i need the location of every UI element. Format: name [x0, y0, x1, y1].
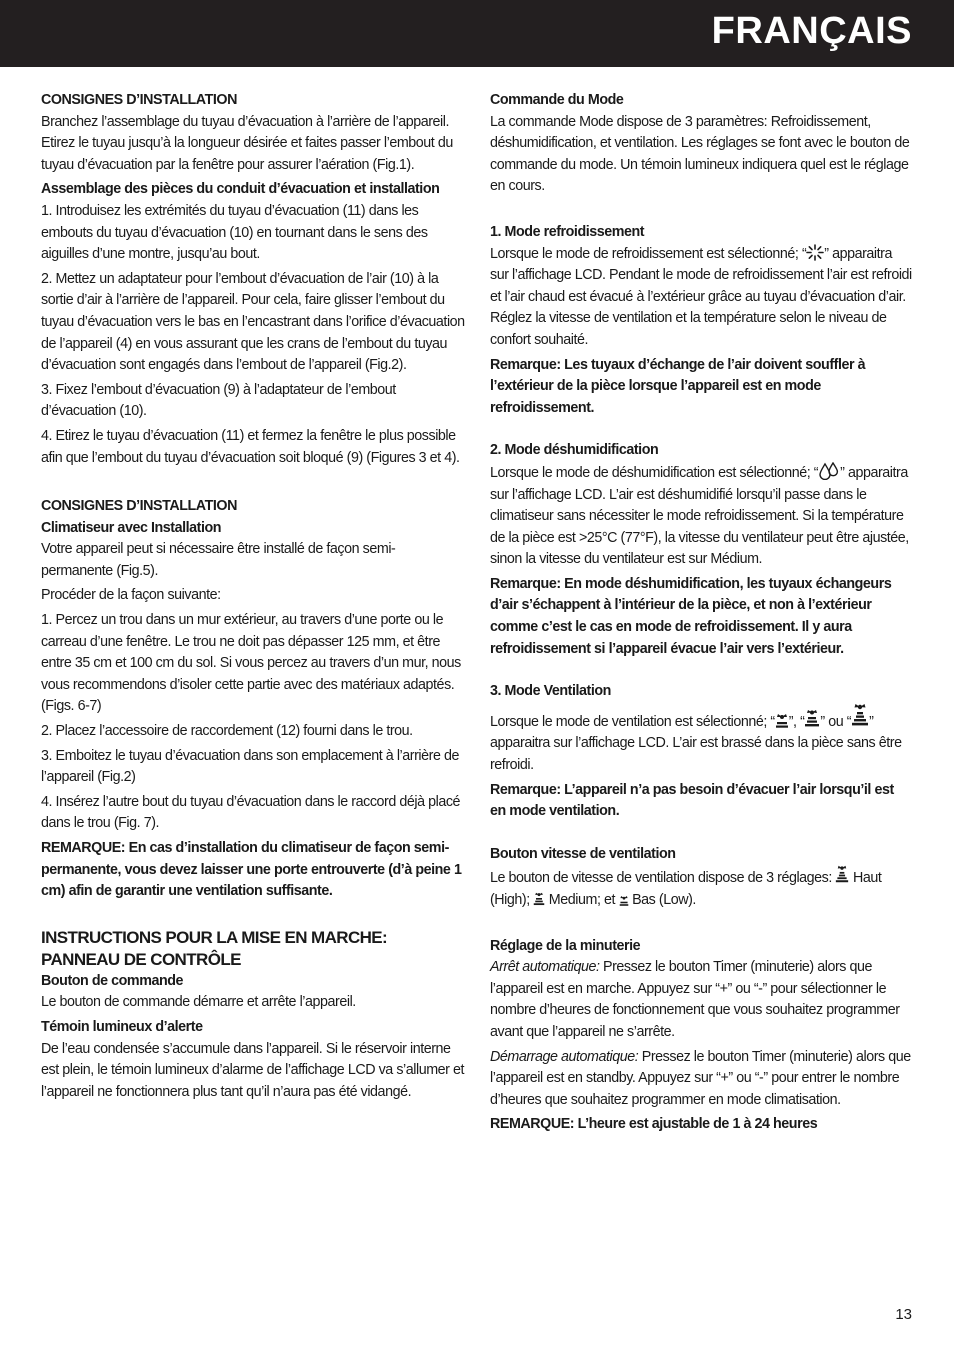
- auto-start-label: Démarrage automatique:: [490, 1048, 639, 1065]
- list-item: 1. Percez un trou dans un mur extérieur, au travers d’une porte ou le carreau d’une fenêtre. Le trou ne doit pas dépasser 125 mm, et être entre 35 cm et 100 cm du sol. Si vous percez au travers d’un mur, nous vous recommendons d’isoler cette partie avec des matériaux adaptés. (Figs. 6-7): [41, 612, 461, 715]
- fan-medium-icon: [533, 892, 545, 907]
- text-run: Lorsque le mode de refroidissement est sélectionné; “: [490, 245, 807, 262]
- paragraph: De l’eau condensée s’accumule dans l’appareil. Si le réservoir interne est plein, le témoin lumineux d’alarme de l’affichage LCD va s’allumer et l’appareil ne fonctionnera plus tant qu’il n’aura pas été vidangé.: [41, 1040, 465, 1100]
- subheading-mode-control: Commande du Mode: [490, 92, 624, 108]
- cooling-note: Remarque: Les tuyaux d’échange de l’air doivent souffler à l’extérieur de la pièce lorsque l’appareil est en mode refroidissement.: [490, 356, 866, 416]
- dehumidify-note: Remarque: En mode déshumidification, les tuyaux échangeurs d’air s’échappent à l’intérieur de la pièce, et non à l’extérieur comme c’est le cas en mode de refroidissement. Il y aura refroidissement si l’appareil évacue l’air vers l’extérieur.: [490, 575, 892, 657]
- subheading-dehumidify-mode: 2. Mode déshumidification: [490, 442, 659, 459]
- spacer: [490, 201, 912, 222]
- text-run: ” ou “: [820, 713, 852, 730]
- subheading-fan-speed: Bouton vitesse de ventilation: [490, 845, 676, 862]
- text-run: Haut (High);: [490, 870, 882, 908]
- list-item: 2. Placez l’accessoire de raccordement (12) fourni dans le trou.: [41, 723, 413, 740]
- text-run: ” apparaitra sur l’affichage LCD. L’air est déshumidifié lorsqu’il passe dans le climatiseur sans nécessiter le mode refroidissement. Si la température de la pièce est >25°C (77°F), la vitesse du ventilateur peut être ajustée, sinon la vitesse du ventilateur est sur Médium.: [490, 464, 909, 568]
- ventilation-note: Remarque: L’appareil n’a pas besoin d’évacuer l’air lorsqu’il est en mode ventilation.: [490, 781, 894, 820]
- subheading-timer: Réglage de la minuterie: [490, 937, 641, 954]
- paragraph-dehumidify: [490, 462, 912, 571]
- paragraph: La commande Mode dispose de 3 paramètres: Refroidissement, déshumidification, et ventilation. Les réglages se font avec le bouton de commande du mode. Un témoin lumineux indiquera quel est le réglage en cours.: [490, 113, 910, 195]
- fan-low-icon: [619, 895, 629, 907]
- text-run: Pressez le bouton Timer (minuterie) alors que l’appareil est en standby. Appuyez sur “+” ou “-” pour entrer le nombre d’heures que souhaitez programmer en mode climatisation.: [490, 1048, 911, 1108]
- subheading-assembly: Assemblage des pièces du conduit d’évacuation et installation: [41, 181, 440, 198]
- paragraph-auto-stop: [490, 957, 912, 1043]
- list-item: 4. Etirez le tuyau d’évacuation (11) et fermez la fenêtre le plus possible afin que l’embout du tuyau d’évacuation soit bloqué (9) (Figures 3 et 4).: [41, 427, 460, 466]
- page-number: 13: [895, 1306, 912, 1323]
- subheading-cooling-mode: 1. Mode refroidissement: [490, 223, 645, 240]
- text-run: Lorsque le mode de déshumidification est sélectionné; “: [490, 464, 819, 481]
- list-item: 1. Introduisez les extrémités du tuyau d’évacuation (11) dans les embouts du tuyau d’évacuation (10) en tournant dans le sens des aiguilles d’une montre, jusqu’au bout.: [41, 202, 428, 263]
- subheading-alert-light: Témoin lumineux d’alerte: [41, 1018, 203, 1035]
- text-run: Medium; et: [545, 892, 619, 908]
- fan-high-icon: [851, 703, 869, 729]
- subheading-ventilation-mode: 3. Mode Ventilation: [490, 683, 611, 700]
- auto-stop-label: Arrêt automatique:: [490, 959, 600, 976]
- right-column: [490, 90, 912, 1136]
- spacer: [490, 660, 912, 681]
- fan-low-icon: [775, 713, 789, 729]
- text-run: ” apparaitra sur l’affichage LCD. Pendant le mode de refroidissement l’air est refroidi et l’air chaud est évacué à l’extérieur grâce au tuyau d’évacuation d’air. Réglez la vitesse de ventilation et la température selon le niveau de confort souhaité.: [490, 245, 912, 348]
- spacer: [490, 823, 912, 844]
- paragraph: Votre appareil peut si nécessaire être installé de façon semi-permanente (Fig.5).: [41, 541, 396, 579]
- snowflake-icon: [806, 244, 824, 261]
- timer-note: REMARQUE: L’heure est ajustable de 1 à 24 heures: [490, 1116, 818, 1133]
- section-title-installation-2: CONSIGNES D’INSTALLATION: [41, 498, 237, 515]
- list-item: 2. Mettez un adaptateur pour l’embout d’évacuation de l’air (10) à la sortie d’air à l’arrière de l’appareil. Pour cela, faire glisser l’embout du tuyau d’évacuation vers le bas en l’encastrant dans l’orifice d’évacuation de l’appareil (4) en vous assurant que les crans de l’embout du tuyau d’évacuation sont engagés dans l’embout de l’appareil (Fig.2).: [41, 270, 465, 374]
- spacer: [41, 903, 465, 927]
- spacer: [490, 915, 912, 936]
- fan-medium-icon: [804, 709, 820, 729]
- text-run: Pressez le bouton Timer (minuterie) alors que l’appareil est en marche. Appuyez sur “+” ou “-” pour sélectionner le nombre d’heures de fonctionnement que vous souhaitez programmer avant que l’appareil ne s’arrête.: [490, 959, 900, 1040]
- text-run: ”, “: [788, 713, 805, 730]
- page-language-title: FRANÇAIS: [711, 10, 912, 52]
- list-item: 4. Insérez l’autre bout du tuyau d’évacuation dans le raccord déjà placé dans le trou (Fig. 7).: [41, 793, 461, 832]
- left-column: [41, 90, 465, 1106]
- spacer: [41, 472, 465, 496]
- list-item: 3. Emboitez le tuyau d’évacuation dans son emplacement à l’arrière de l’appareil (Fig.2): [41, 747, 459, 786]
- paragraph-fan-speed: [490, 865, 912, 911]
- subheading-climatiseur: Climatiseur avec Installation: [41, 519, 222, 536]
- installation-note: REMARQUE: En cas d’installation du climatiseur de façon semi-permanente, vous devez laisser une porte entrouverte (d’à peine 1 cm) afin de garantir une ventilation suffisante.: [41, 840, 462, 900]
- paragraph-ventilation: [490, 703, 912, 777]
- paragraph-cooling: [490, 244, 912, 352]
- paragraph: Branchez l’assemblage du tuyau d’évacuation à l’arrière de l’appareil. Etirez le tuyau jusqu’à la longueur désirée et faites passer l’embout du tuyau d’évacuation par la fenêtre pour assurer l’aération (Fig.1).: [41, 113, 453, 173]
- subheading-power-button: Bouton de commande: [41, 972, 184, 989]
- fan-high-icon: [835, 865, 849, 885]
- droplets-icon: [818, 462, 840, 480]
- list-item: 3. Fixez l’embout d’évacuation (9) à l’adaptateur de l’embout d’évacuation (10).: [41, 381, 396, 420]
- header-bar: [0, 0, 954, 67]
- spacer: [490, 419, 912, 440]
- paragraph: Le bouton de commande démarre et arrête l’appareil.: [41, 994, 356, 1011]
- paragraph-auto-start: [490, 1047, 912, 1112]
- text-run: ” apparaitra sur l’affichage LCD. L’air est brassé dans la pièce sans être refroidi.: [490, 713, 902, 774]
- text-run: Le bouton de vitesse de ventilation dispose de 3 réglages:: [490, 870, 836, 887]
- section-title-control-panel: INSTRUCTIONS POUR LA MISE EN MARCHE: PANNEAU DE CONTRÔLE: [41, 927, 388, 969]
- text-run: Bas (Low).: [628, 892, 696, 908]
- paragraph: Procéder de la façon suivante:: [41, 587, 221, 604]
- text-run: Lorsque le mode de ventilation est sélectionné; “: [490, 713, 775, 730]
- section-title-installation: CONSIGNES D’INSTALLATION: [41, 92, 237, 108]
